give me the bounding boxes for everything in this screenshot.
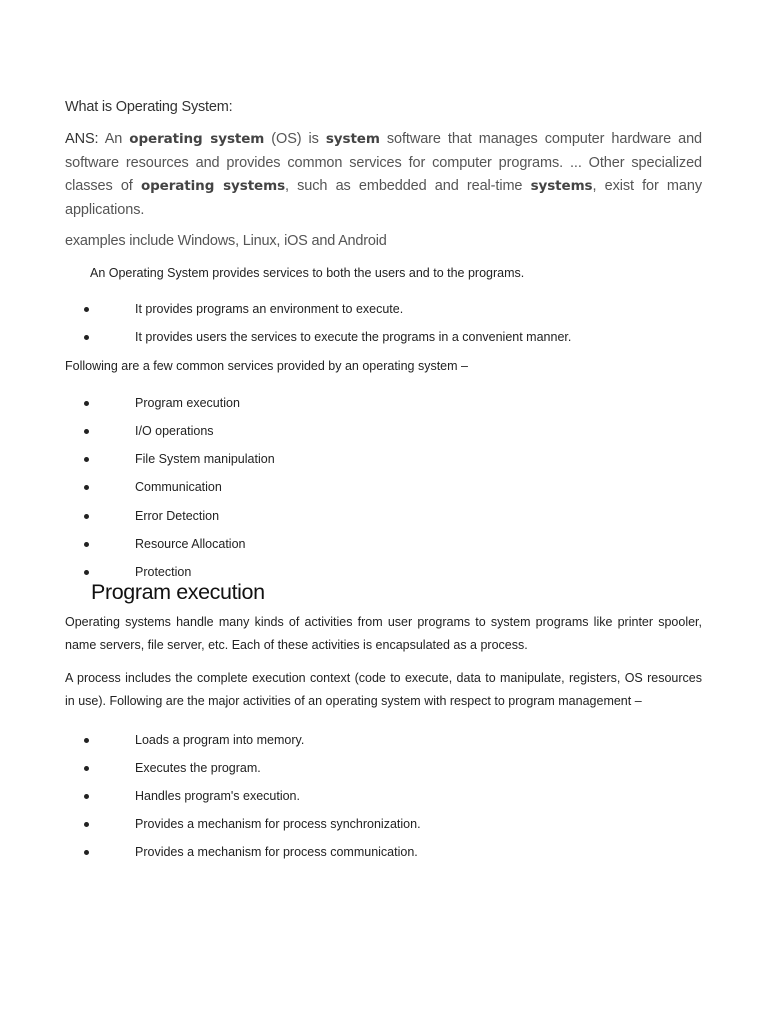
list-item-text: Handles program's execution.	[135, 788, 300, 803]
bullet-icon	[84, 514, 89, 519]
list-item	[65, 422, 702, 450]
answer-bold-term: operating systems	[140, 178, 286, 194]
bullet-icon	[84, 766, 89, 771]
list-item	[65, 328, 702, 356]
activities-list	[65, 731, 702, 871]
list-item-text: Program execution	[135, 396, 240, 411]
answer-label: ANS:	[65, 131, 99, 147]
answer-text: An	[98, 131, 130, 147]
bullet-icon	[84, 457, 89, 462]
list-item	[65, 450, 702, 478]
list-item-text: It provides users the services to execute the programs in a convenient manner.	[135, 330, 572, 345]
answer-text: , exist for many applications.	[65, 178, 702, 218]
answer-text: , such as embedded and real-time	[285, 178, 531, 194]
list-item	[65, 815, 702, 843]
list-item-text: Executes the program.	[135, 760, 261, 775]
bullet-icon	[84, 485, 89, 490]
list-item	[65, 731, 702, 759]
answer-bold-term: system	[325, 131, 380, 147]
list-item	[65, 507, 702, 535]
program-execution-paragraph-2: A process includes the complete execution context (code to execute, data to manipulate, registers, OS resources in use). Following are the major activities of an operating system with respect to program management –	[65, 670, 702, 709]
question-title: What is Operating System:	[65, 99, 233, 115]
document-page	[65, 96, 702, 871]
answer-bold-term: operating system	[129, 131, 265, 147]
list-item-text: Resource Allocation	[135, 536, 246, 551]
bullet-icon	[84, 401, 89, 406]
list-item-text: Provides a mechanism for process synchronization.	[135, 817, 421, 832]
bullet-icon	[84, 429, 89, 434]
bullet-icon	[84, 307, 89, 312]
bullet-icon	[84, 542, 89, 547]
os-services-intro: An Operating System provides services to both the users and to the programs.	[90, 266, 525, 280]
list-item	[65, 394, 702, 422]
list-item-text: It provides programs an environment to execute.	[135, 302, 404, 316]
bullet-icon	[84, 335, 89, 340]
list-item-text: Provides a mechanism for process communication.	[135, 845, 418, 860]
program-execution-paragraph-1: Operating systems handle many kinds of activities from user programs to system programs like printer spooler, name servers, file server, etc. Each of these activities is encapsulated as a process.	[65, 614, 702, 653]
section-heading: Program execution	[91, 579, 265, 604]
services-list	[65, 394, 702, 579]
examples-line: examples include Windows, Linux, iOS and Android	[65, 233, 387, 249]
list-item	[65, 300, 702, 328]
list-item	[65, 843, 702, 871]
answer-text: software that manages computer hardware and software resources and provides common services for computer programs. ... Other specialized classes of	[65, 131, 702, 194]
answer-text: (OS) is	[264, 131, 326, 147]
list-item-text: Protection	[135, 564, 192, 579]
list-item-text: Error Detection	[135, 508, 220, 523]
answer-bold-term: systems	[530, 178, 593, 194]
list-item	[65, 478, 702, 506]
provides-list	[65, 300, 702, 356]
list-item-text: I/O operations	[135, 424, 214, 439]
list-item	[65, 787, 702, 815]
list-item-text: Communication	[135, 480, 222, 495]
list-item	[65, 535, 702, 563]
list-item-text: File System manipulation	[135, 452, 275, 467]
list-item-text: Loads a program into memory.	[135, 732, 305, 747]
bullet-icon	[84, 822, 89, 827]
bullet-icon	[84, 850, 89, 855]
bullet-icon	[84, 570, 89, 575]
list-item	[65, 563, 702, 579]
list-item	[65, 759, 702, 787]
answer-paragraph	[65, 128, 702, 222]
services-intro: Following are a few common services provided by an operating system –	[65, 359, 468, 374]
bullet-icon	[84, 738, 89, 743]
bullet-icon	[84, 794, 89, 799]
